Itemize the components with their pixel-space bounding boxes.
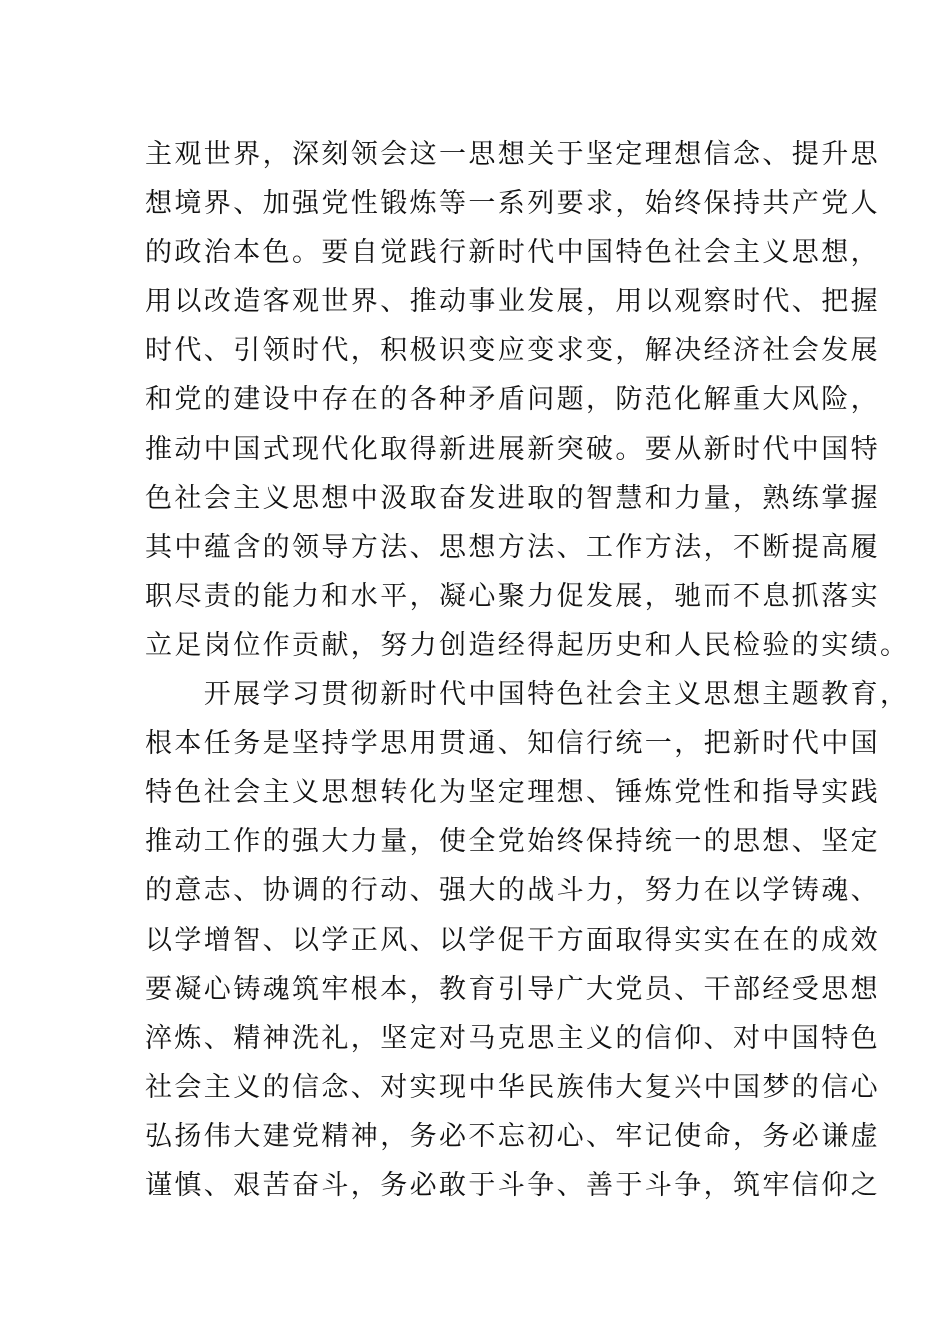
text-line: 社会主义的信念、对实现中华民族伟大复兴中国梦的信心 [145,1071,880,1103]
text-line: 时代、引领时代，积极识变应变求变，解决经济社会发展 [145,335,880,367]
text-line: 推动工作的强大力量，使全党始终保持统一的思想、坚定 [145,826,880,858]
text-line: 主观世界，深刻领会这一思想关于坚定理想信念、提升思 [145,139,880,170]
text-line: 立足岗位作贡献，努力创造经得起历史和人民检验的实绩。 [145,629,910,661]
text-line: 根本任务是坚持学思用贯通、知信行统一，把新时代中国 [145,728,880,760]
body-text [145,130,910,1210]
text-line: 要凝心铸魂筑牢根本，教育引导广大党员、干部经受思想 [145,973,880,1005]
text-line: 的政治本色。要自觉践行新时代中国特色社会主义思想， [145,237,880,269]
text-line: 谨慎、艰苦奋斗，务必敢于斗争、善于斗争，筑牢信仰之 [145,1169,880,1201]
paragraph-start-line: 开展学习贯彻新时代中国特色社会主义思想主题教育， [145,679,910,711]
text-line: 职尽责的能力和水平，凝心聚力促发展，驰而不息抓落实 [145,580,880,612]
text-line: 淬炼、精神洗礼，坚定对马克思主义的信仰、对中国特色 [145,1022,880,1054]
text-line: 的意志、协调的行动、强大的战斗力，努力在以学铸魂、 [145,875,880,907]
text-line: 其中蕴含的领导方法、思想方法、工作方法，不断提高履 [145,531,880,563]
text-line: 以学增智、以学正风、以学促干方面取得实实在在的成效 [145,924,880,956]
text-line: 想境界、加强党性锻炼等一系列要求，始终保持共产党人 [145,188,880,220]
text-line: 和党的建设中存在的各种矛盾问题，防范化解重大风险， [145,384,880,416]
text-line: 用以改造客观世界、推动事业发展，用以观察时代、把握 [145,286,880,318]
text-line: 特色社会主义思想转化为坚定理想、锤炼党性和指导实践 [145,777,880,809]
text-line: 推动中国式现代化取得新进展新突破。要从新时代中国特 [145,433,880,465]
text-line: 弘扬伟大建党精神，务必不忘初心、牢记使命，务必谦虚 [145,1120,880,1152]
text-line: 色社会主义思想中汲取奋发进取的智慧和力量，熟练掌握 [145,482,880,514]
